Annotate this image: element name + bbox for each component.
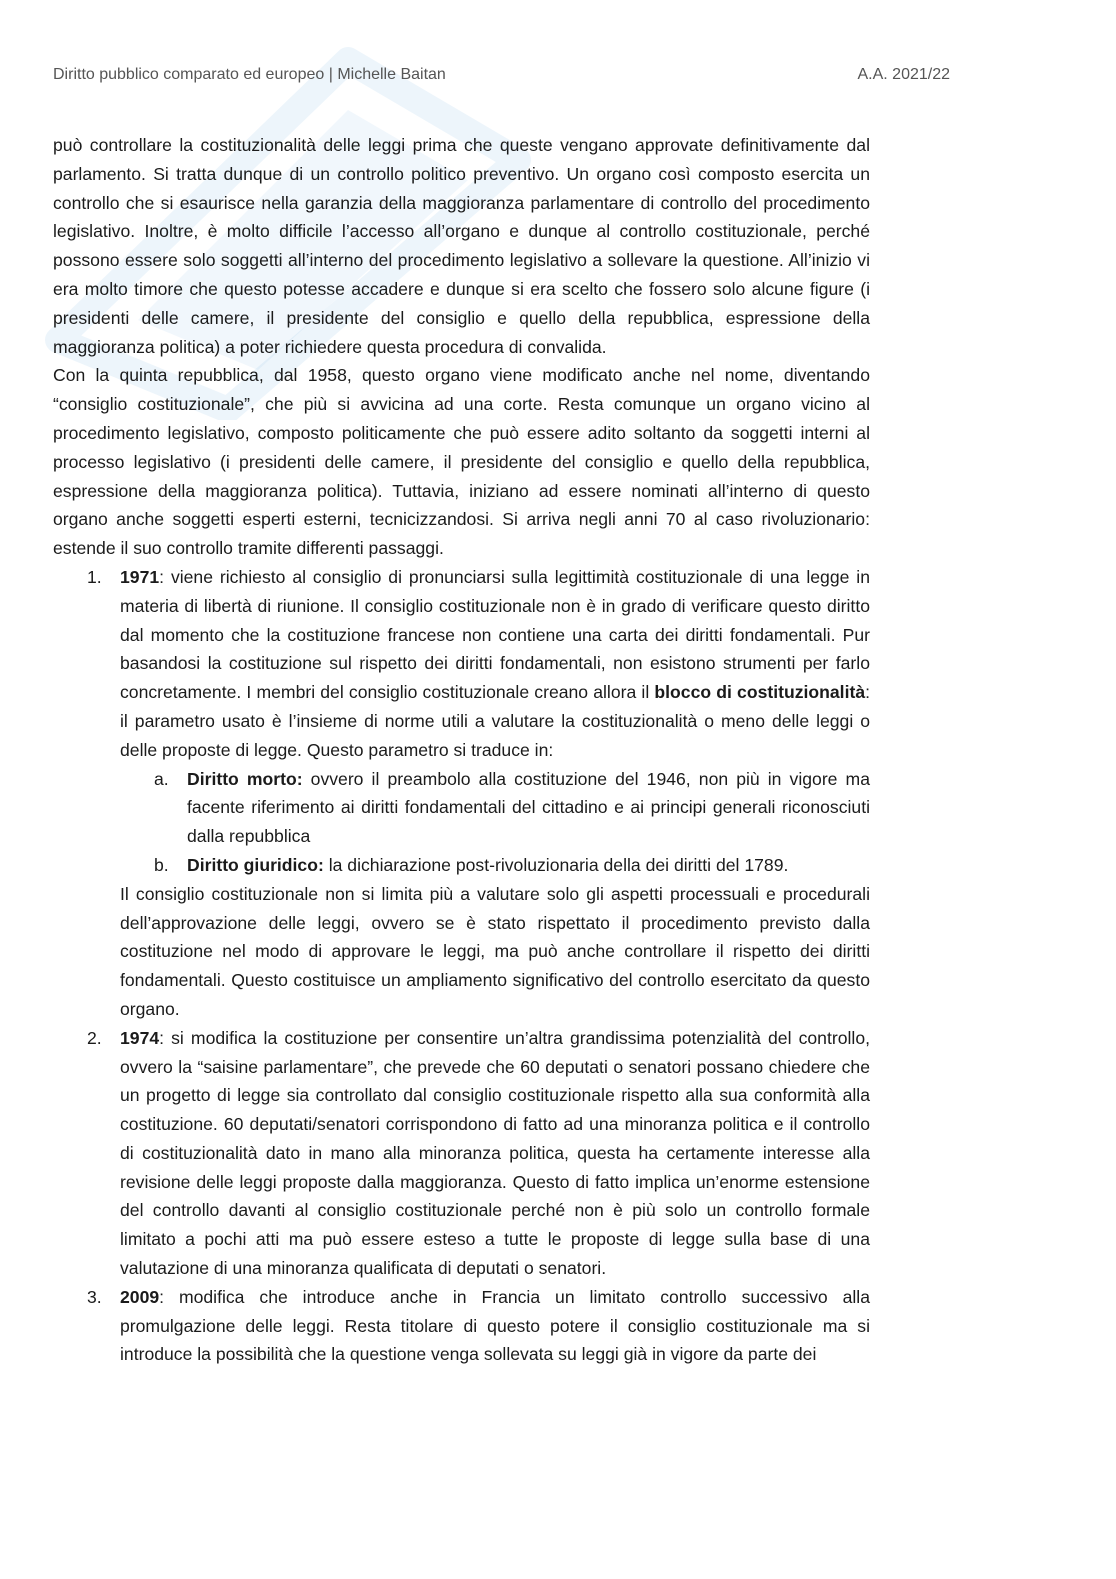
list-item-body (120, 1283, 870, 1369)
sublist-term: Diritto morto: (187, 768, 303, 789)
header-course-author: Diritto pubblico comparato ed europeo | Michelle Baitan (53, 66, 446, 83)
list-item (53, 1024, 870, 1283)
list-item-body (120, 563, 870, 765)
document-body (53, 131, 870, 1369)
sublist-marker: b. (154, 854, 169, 875)
list-item-body (120, 1024, 870, 1283)
list-item (53, 563, 870, 1024)
list-marker: 3. (87, 1286, 102, 1307)
lettered-sublist (120, 765, 870, 880)
list-followup-paragraph: Il consiglio costituzionale non si limita più a valutare solo gli aspetti processuali e procedurali dell’approvazione delle leggi, ovvero se è stato rispettato il procedimento previsto dalla costituzione nel modo di approvare le leggi, ma può anche controllare il rispetto dei diritti fondamentali. Questo costituisce un ampliamento significativo del controllo esercitato da questo organo. (120, 883, 870, 1019)
sublist-item (120, 851, 870, 880)
list-text: : il parametro usato è l’insieme di norme utili a valutare la costituzionalità o meno delle leggi o delle proposte di legge. Questo parametro si traduce in: (120, 682, 870, 760)
list-marker: 2. (87, 1027, 102, 1048)
list-item (53, 1283, 870, 1369)
paragraph: può controllare la costituzionalità delle leggi prima che queste vengano approvate definitivamente dal parlamento. Si tratta dunque di un controllo politico preventivo. Un organo così composto esercita un controllo che si esaurisce nella garanzia della maggioranza parlamentare di controllo del procedimento legislativo. Inoltre, è molto difficile l’accesso all’organo e dunque al controllo costituzionale, perché possono essere solo soggetti all’interno del procedimento legislativo a sollevare la questione. All’inizio vi era molto timore che questo potesse accadere e dunque si era scelto che fossero solo alcune figure (i presidenti delle camere, il presidente del consiglio e quello della repubblica, espressione della maggioranza politica) a poter richiedere questa procedura di convalida. (53, 135, 870, 357)
list-year: 2009 (120, 1286, 160, 1307)
list-text: : si modifica la costituzione per consentire un’altra grandissima potenzialità del controllo, ovvero la “saisine parlamentare”, che prevede che 60 deputati o senatori possano chiedere che un progetto di legge sia controllato dal consiglio costituzionale rispetto alla sua conformità alla costituzione. 60 deputati/senatori corrispondono di fatto ad una minoranza politica e il controllo di costituzionalità dato in mano alla minoranza politica, questa ha certamente interesse alla revisione delle leggi proposte dalla maggioranza. Questo di fatto implica un’enorme estensione del controllo davanti al consiglio costituzionale perché non è più solo un controllo formale limitato a pochi atti ma può essere esteso a tutte le proposte di legge sulla base di una valutazione di una minoranza qualificata di deputati o senatori. (120, 1027, 870, 1279)
list-text: : modifica che introduce anche in Francia un limitato controllo successivo alla promulgazione delle leggi. Resta titolare di questo potere il consiglio costituzionale ma si introduce la possibilità che la questione venga sollevata su leggi già in vigore da parte dei (120, 1286, 870, 1365)
list-marker: 1. (87, 566, 102, 587)
sublist-text: la dichiarazione post-rivoluzionaria della dei diritti del 1789. (323, 854, 789, 875)
list-text: : viene richiesto al consiglio di pronunciarsi sulla legittimità costituzionale di una legge in materia di libertà di riunione. Il consiglio costituzionale non è in grado di verificare questo diritto dal momento che la costituzione francese non contiene una carta dei diritti fondamentali. Pur basandosi la costituzione sul rispetto dei diritti fondamentali, non esistono strumenti per farlo concretamente. I membri del consiglio costituzionale creano allora il (120, 566, 870, 703)
sublist-item (120, 765, 870, 851)
list-year: 1974 (120, 1027, 160, 1048)
sublist-marker: a. (154, 768, 169, 789)
sublist-term: Diritto giuridico: (187, 854, 324, 875)
sublist-text: ovvero il preambolo alla costituzione del 1946, non più in vigore ma facente riferimento ai diritti fondamentali del cittadino e ai principi generali riconosciuti dalla repubblica (187, 768, 870, 847)
list-year: 1971 (120, 566, 160, 587)
paragraph: Con la quinta repubblica, dal 1958, questo organo viene modificato anche nel nome, diventando “consiglio costituzionale”, che più si avvicina ad una corte. Resta comunque un organo vicino al procedimento legislativo, composto politicamente che può essere adito soltanto da soggetti interni al processo legislativo (i presidenti delle camere, il presidente del consiglio e quello della repubblica, espressione della maggioranza politica). Tuttavia, iniziano ad essere nominati all’interno di questo organo anche soggetti esperti esterni, tecnicizzandosi. Si arriva negli anni 70 al caso rivoluzionario: estende il suo controllo tramite differenti passaggi. (53, 365, 870, 559)
page-header (53, 66, 950, 90)
header-academic-year: A.A. 2021/22 (857, 66, 950, 83)
bold-term: blocco di costituzionalità (654, 682, 866, 703)
numbered-list (53, 563, 870, 1369)
